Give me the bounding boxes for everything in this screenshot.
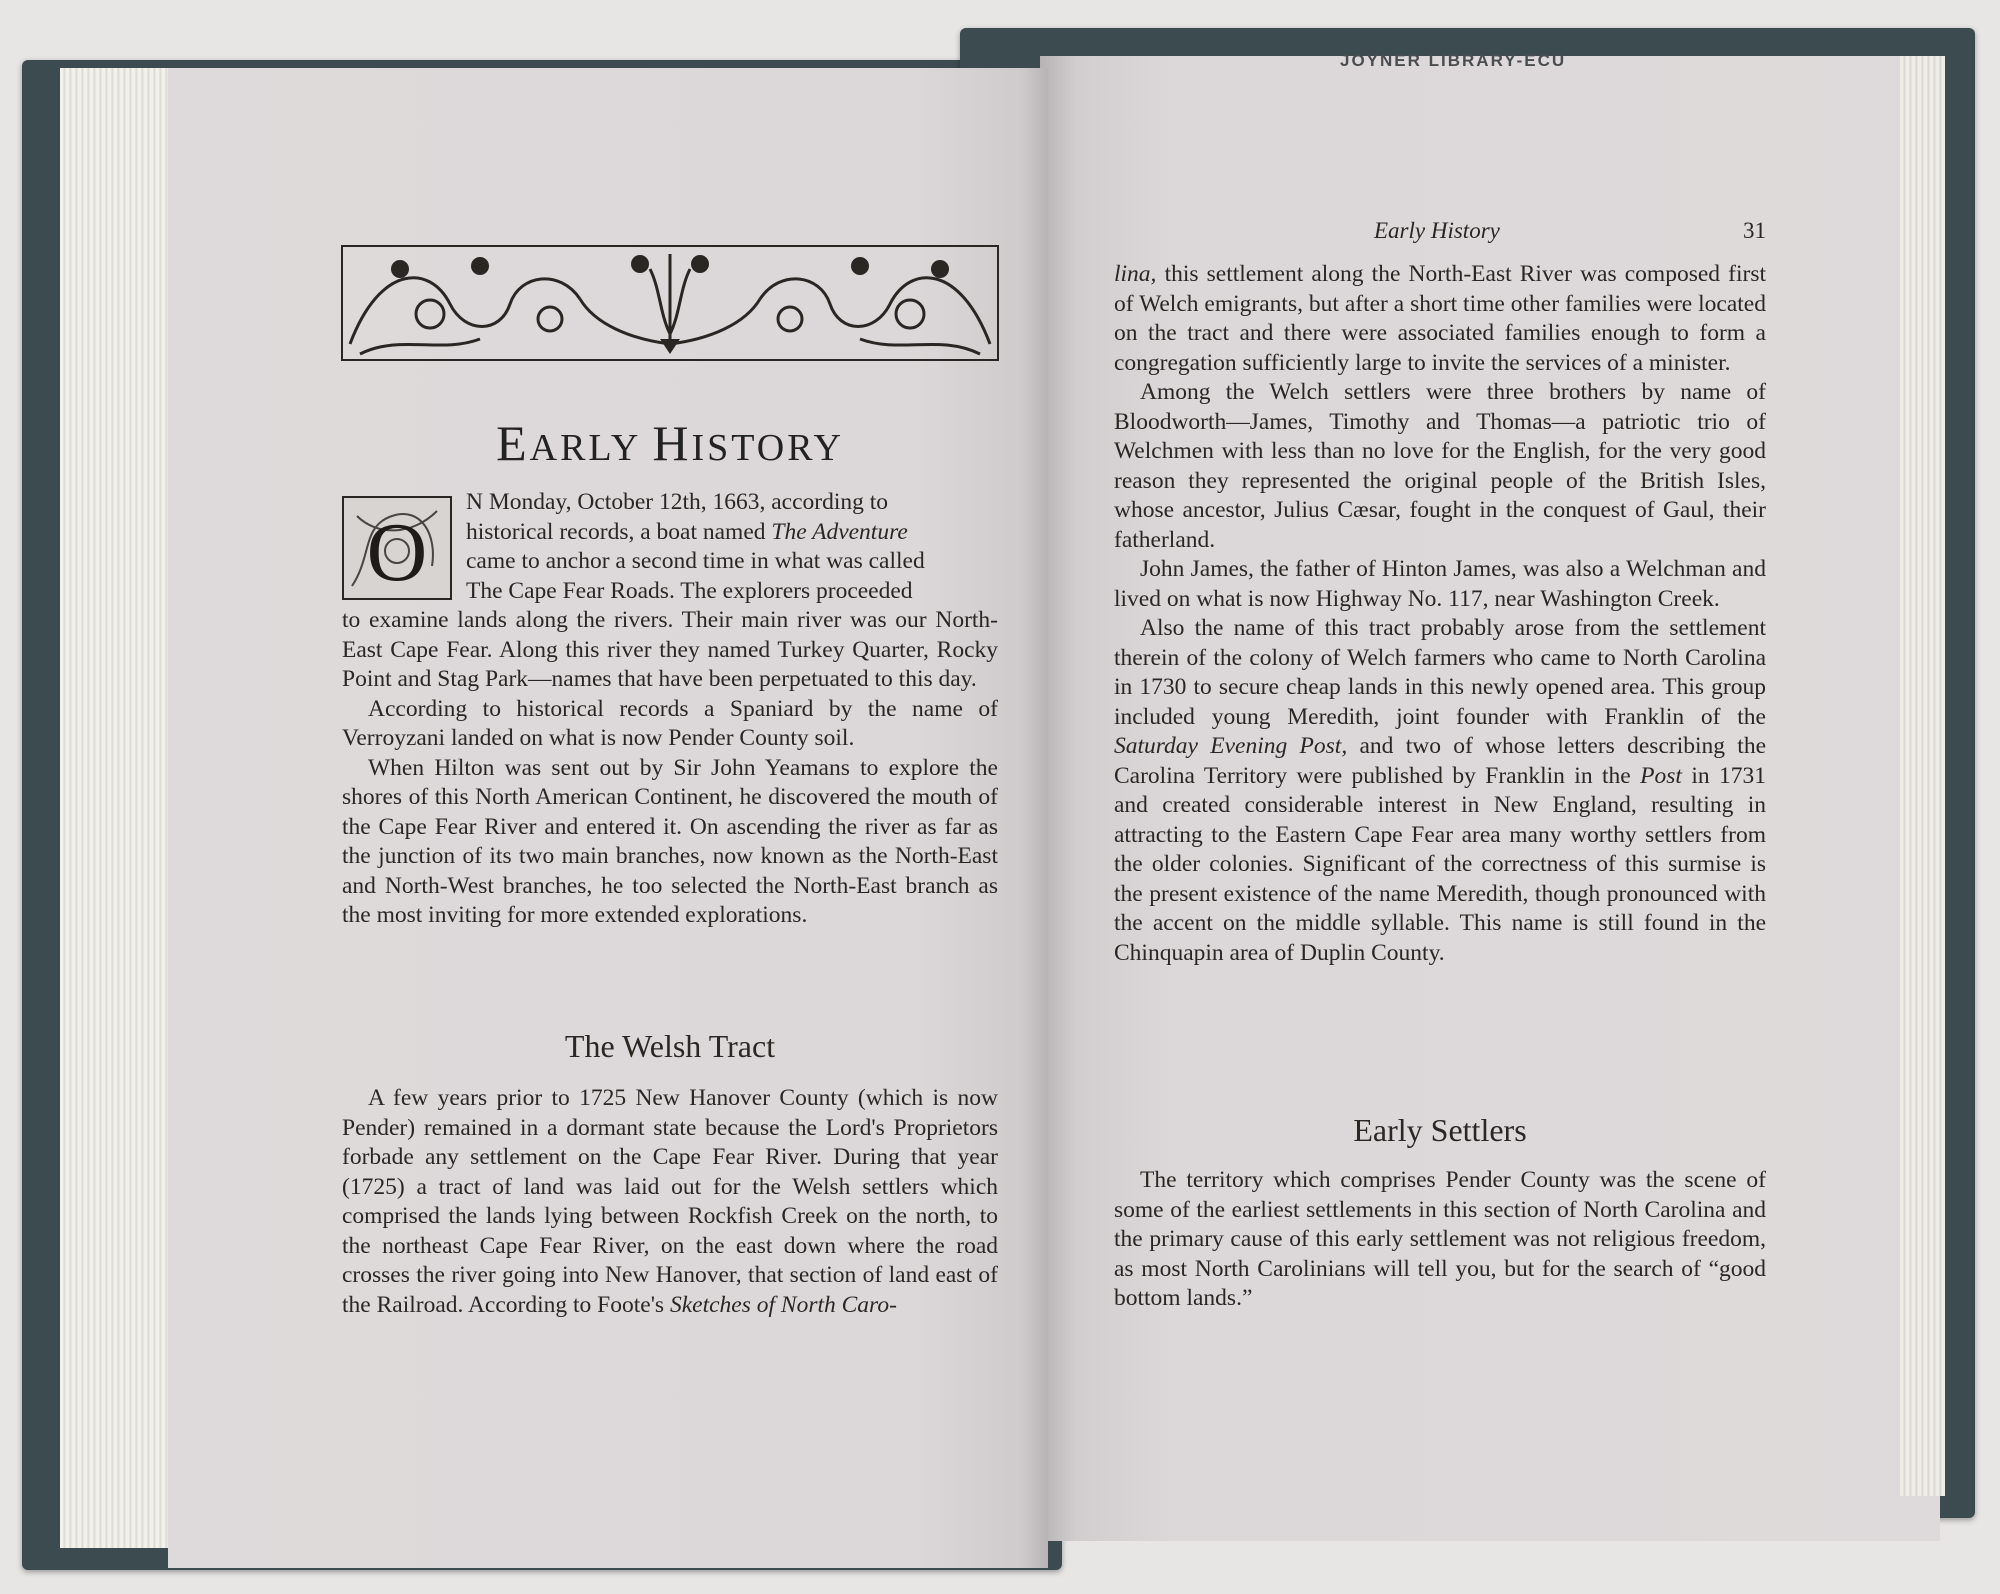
para1-line-2: historical records, a boat named <box>466 518 766 545</box>
section-heading-welsh-tract: The Welsh Tract <box>564 1028 776 1064</box>
right-para1-text: this settlement along the North-East River was composed first of Welch emigrants, but after a short time other families were located on the tract and there were associated families enough to form a congregation sufficiently large to invite the services of a minister. <box>1114 261 1766 376</box>
right-para4-c: in 1731 and created considerable interest in New England, resulting in attracting to the Eastern Cape Fear area many worthy settlers from the older colonies. Significant of the correctness of this surmise is the present existence of the name Meredith, though pronounced with the accent on the middle syllable. This name is still found in the Chinquapin area of Duplin County. <box>1114 762 1767 966</box>
boat-name: The Adventure <box>771 518 908 545</box>
dropcap-flourish-icon <box>342 496 452 600</box>
para1-line-3: came to anchor a second time in what was called <box>466 548 925 574</box>
right-para3: John James, the father of Hinton James, was also a Welchman and lived on what is now Highway No. 117, near Washington Creek. <box>1114 556 1766 612</box>
right-para4 <box>1114 614 1766 968</box>
para1-line-4: The Cape Fear Roads. The explorers proceeded <box>466 577 913 604</box>
left-para1-indented <box>466 488 998 606</box>
chapter-title: EARLY HISTORY <box>496 415 844 471</box>
right-body-2 <box>1114 1166 1766 1314</box>
para1-line-1: N Monday, October 12th, 1663, according to <box>466 489 889 515</box>
ornamental-header-icon <box>340 244 1000 362</box>
right-para2: Among the Welch settlers were three brothers by name of Bloodworth—James, Timothy and Thomas—a patriotic trio of Welchmen with less than no love for the English, for the very good reason they represented the original people of the British Isles, whose ancestor, Julius Cæsar, fought in the conquest of Gaul, their fatherland. <box>1114 379 1766 553</box>
section-heading-early-settlers: Early Settlers <box>1353 1112 1527 1148</box>
running-head-title: Early History <box>1374 218 1500 243</box>
dropcap-letter: O <box>366 506 428 599</box>
right-para5: The territory which comprises Pender County was the scene of some of the earliest settlements in this section of North Carolina and the primary cause of this early settlement was not religious freedom, as most North Carolinians will tell you, but for the search of “good bottom lands.” <box>1114 1167 1766 1311</box>
left-body <box>342 606 998 931</box>
right-para4-b: and two of whose letters describing the Carolina Territory were published by Franklin in the <box>1114 733 1766 789</box>
para4-text: A few years prior to 1725 New Hanover County (which is now Pender) remained in a dormant state because the Lord's Proprietors forbade any settlement on the Cape Fear River. During that year (1725) a tract of land was laid out for the Welsh settlers which comprised the lands lying between Rockfish Creek on the north, to the northeast Cape Fear River, on the east down where the road crosses the river going into New Hanover, that section of land east of the Railroad. According to Foote's <box>342 1085 998 1318</box>
library-stamp: JOYNER LIBRARY-ECU <box>1340 51 1567 70</box>
right-body <box>1114 260 1766 968</box>
para1-rest: to examine lands along the rivers. Their main river was our North-East Cape Fear. Along this river they named Turkey Quarter, Rocky Point and Stag Park—names that have been perpetuated to this day. <box>342 607 998 692</box>
right-para1 <box>1114 260 1766 378</box>
para2: According to historical records a Spaniard by the name of Verroyzani landed on what is now Pender County soil. <box>342 695 998 751</box>
book-title-end: lina, <box>1114 261 1157 287</box>
page-number: 31 <box>1743 218 1766 243</box>
book-title-sketches: Sketches of North Caro- <box>669 1291 897 1318</box>
publication-post: Post <box>1640 762 1682 789</box>
page-edges-right <box>1900 56 1945 1496</box>
para4 <box>342 1084 998 1320</box>
para3: When Hilton was sent out by Sir John Yeamans to explore the shores of this North American Continent, he discovered the mouth of the Cape Fear River and entered it. On ascending the river as far as the junction of its two main branches, now known as the North-East and North-West branches, he too selected the North-East branch as the most inviting for more extended explorations. <box>342 754 998 928</box>
publication-saturday-evening-post: Saturday Evening Post, <box>1114 733 1348 759</box>
dropcap-ornament <box>342 496 452 600</box>
left-body-2 <box>342 1084 998 1320</box>
right-para4-a: Also the name of this tract probably arose from the settlement therein of the colony of Welch farmers who came to North Carolina in 1730 to secure cheap lands in this newly opened area. This group included young Meredith, joint founder with Franklin of the <box>1114 615 1766 730</box>
